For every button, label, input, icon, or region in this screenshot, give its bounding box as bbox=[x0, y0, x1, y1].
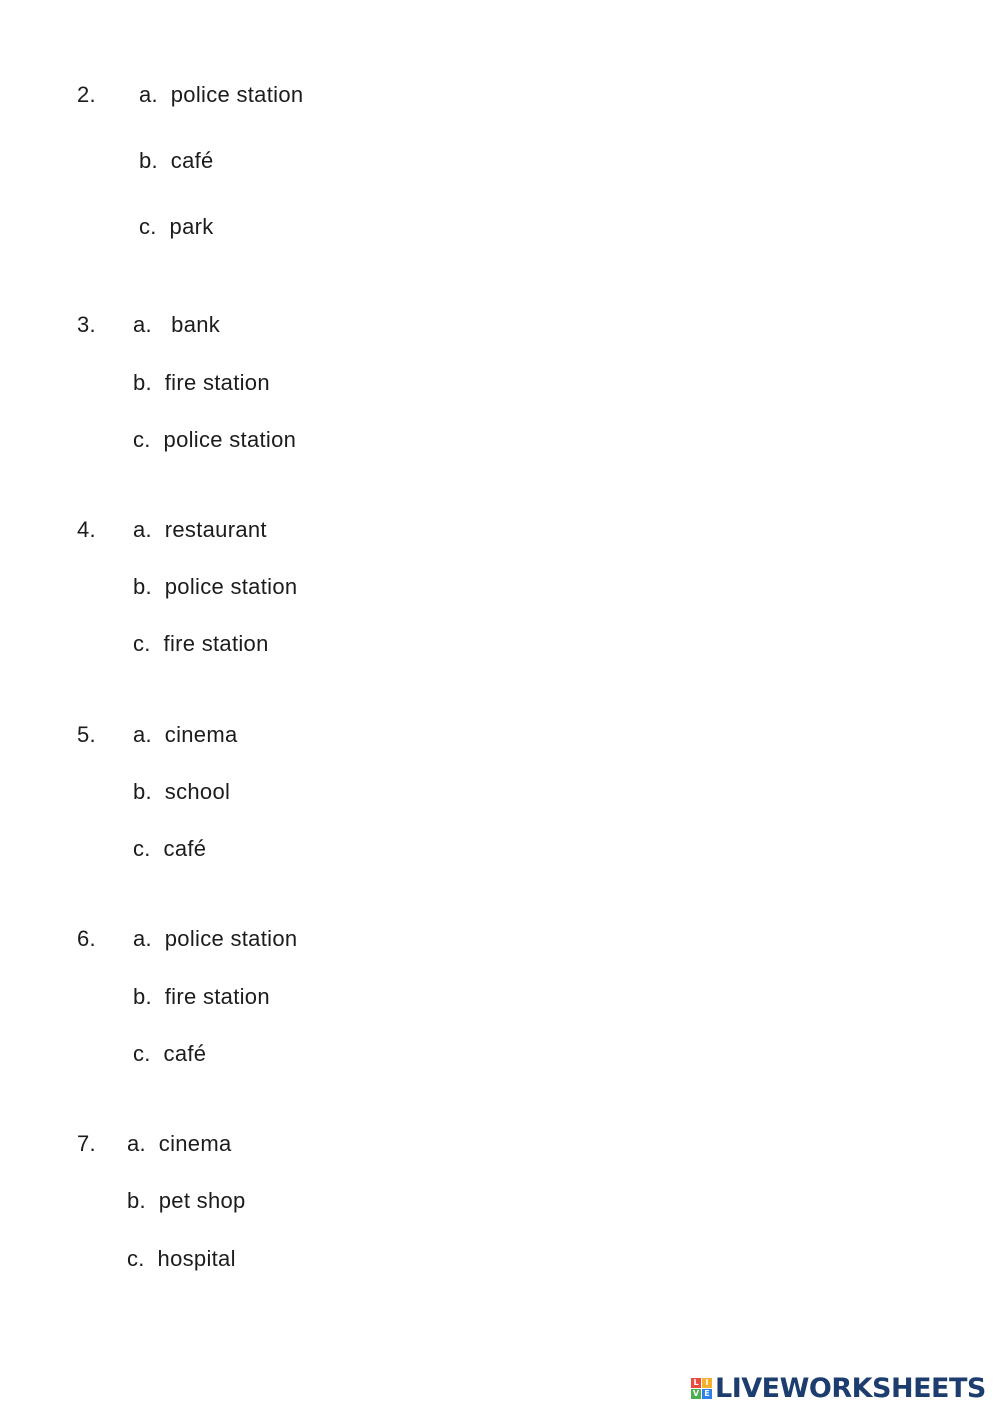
option-c[interactable]: c. fire station bbox=[133, 631, 269, 656]
option-a[interactable]: a. bank bbox=[133, 312, 221, 337]
option-b[interactable]: b. pet shop bbox=[127, 1188, 246, 1213]
liveworksheets-logo bbox=[691, 1373, 986, 1403]
logo-mark-cell: I bbox=[702, 1378, 712, 1388]
option-a[interactable]: a. cinema bbox=[127, 1131, 232, 1156]
question-number: 6. bbox=[77, 926, 96, 951]
option-c[interactable]: c. police station bbox=[133, 427, 297, 452]
option-c[interactable]: c. park bbox=[139, 214, 214, 239]
option-a[interactable]: a. cinema bbox=[133, 722, 238, 747]
question-number: 5. bbox=[77, 722, 96, 747]
question-number: 2. bbox=[77, 82, 96, 107]
option-b[interactable]: b. police station bbox=[133, 574, 298, 599]
option-b[interactable]: b. fire station bbox=[133, 984, 270, 1009]
option-a[interactable]: a. police station bbox=[133, 926, 298, 951]
question-number: 4. bbox=[77, 517, 96, 542]
option-a[interactable]: a. police station bbox=[139, 82, 304, 107]
logo-text: LIVEWORKSHEETS bbox=[715, 1372, 986, 1404]
option-b[interactable]: b. school bbox=[133, 779, 231, 804]
question-number: 7. bbox=[77, 1131, 96, 1156]
logo-mark-cell: E bbox=[702, 1389, 712, 1399]
option-c[interactable]: c. café bbox=[133, 836, 207, 861]
logo-mark-cell: V bbox=[692, 1388, 700, 1398]
option-c[interactable]: c. hospital bbox=[127, 1246, 236, 1271]
question-number: 3. bbox=[77, 312, 96, 337]
logo-mark-icon bbox=[691, 1378, 712, 1399]
option-b[interactable]: b. café bbox=[139, 148, 214, 173]
logo-mark-cell: L bbox=[691, 1378, 701, 1388]
option-b[interactable]: b. fire station bbox=[133, 370, 270, 395]
option-c[interactable]: c. café bbox=[133, 1041, 207, 1066]
option-a[interactable]: a. restaurant bbox=[133, 517, 267, 542]
